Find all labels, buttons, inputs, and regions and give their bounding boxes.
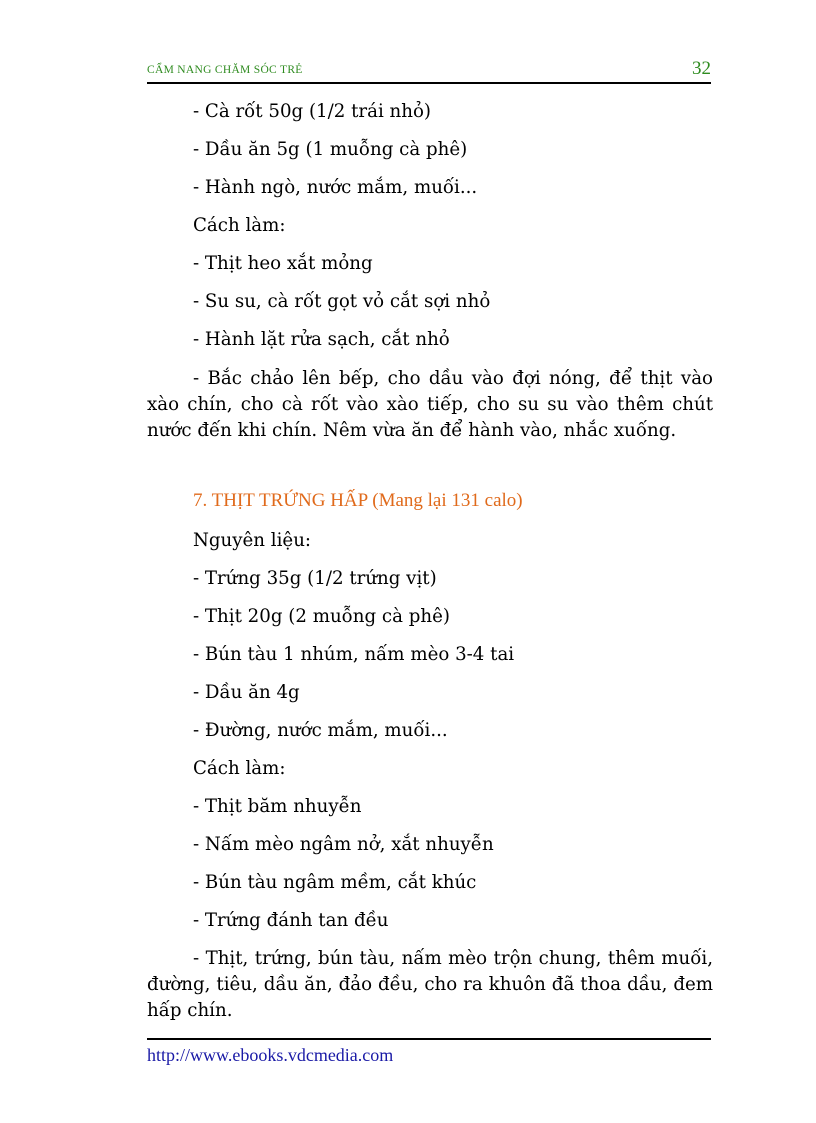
method-label: Cách làm: bbox=[193, 215, 286, 236]
step-line: - Bún tàu ngâm mềm, cắt khúc bbox=[193, 872, 477, 893]
footer-website-link[interactable]: http://www.ebooks.vdcmedia.com bbox=[147, 1045, 394, 1065]
step-line: - Thịt heo xắt mỏng bbox=[193, 253, 373, 274]
step-line: - Su su, cà rốt gọt vỏ cắt sợi nhỏ bbox=[193, 291, 491, 312]
method-label: Cách làm: bbox=[193, 758, 286, 779]
ingredient-line: - Hành ngò, nước mắm, muối... bbox=[193, 177, 478, 198]
step-line: - Thịt băm nhuyễn bbox=[193, 796, 362, 817]
final-step-paragraph: - Thịt, trứng, bún tàu, nấm mèo trộn chung, thêm muối, đường, tiêu, dầu ăn, đảo đều, cho ra khuôn đã thoa dầu, đem hấp chín. bbox=[147, 948, 713, 1021]
ingredient-line: - Dầu ăn 5g (1 muỗng cà phê) bbox=[193, 139, 468, 160]
ingredient-line: - Cà rốt 50g (1/2 trái nhỏ) bbox=[193, 101, 432, 122]
ingredient-line: - Dầu ăn 4g bbox=[193, 682, 300, 703]
page-number: 32 bbox=[692, 58, 711, 79]
book-title: CẨM NANG CHĂM SÓC TRẺ bbox=[147, 64, 303, 76]
final-step-paragraph: - Bắc chảo lên bếp, cho dầu vào đợi nóng, để thịt vào xào chín, cho cà rốt vào xào tiếp, cho su su vào thêm chút nước đến khi chín. Nêm vừa ăn để hành vào, nhắc xuống. bbox=[147, 368, 713, 441]
page-header bbox=[147, 58, 711, 84]
ingredient-line: - Bún tàu 1 nhúm, nấm mèo 3-4 tai bbox=[193, 644, 515, 665]
ingredients-label: Nguyên liệu: bbox=[193, 530, 312, 551]
ingredient-line: - Trứng 35g (1/2 trứng vịt) bbox=[193, 568, 437, 589]
ingredient-line: - Thịt 20g (2 muỗng cà phê) bbox=[193, 606, 450, 627]
section-title: 7. THỊT TRỨNG HẤP (Mang lại 131 calo) bbox=[193, 490, 523, 511]
footer-divider bbox=[147, 1038, 711, 1040]
ingredient-line: - Đường, nước mắm, muối... bbox=[193, 720, 448, 741]
step-line: - Hành lặt rửa sạch, cắt nhỏ bbox=[193, 329, 450, 350]
step-line: - Trứng đánh tan đều bbox=[193, 910, 389, 931]
step-line: - Nấm mèo ngâm nở, xắt nhuyễn bbox=[193, 834, 494, 855]
